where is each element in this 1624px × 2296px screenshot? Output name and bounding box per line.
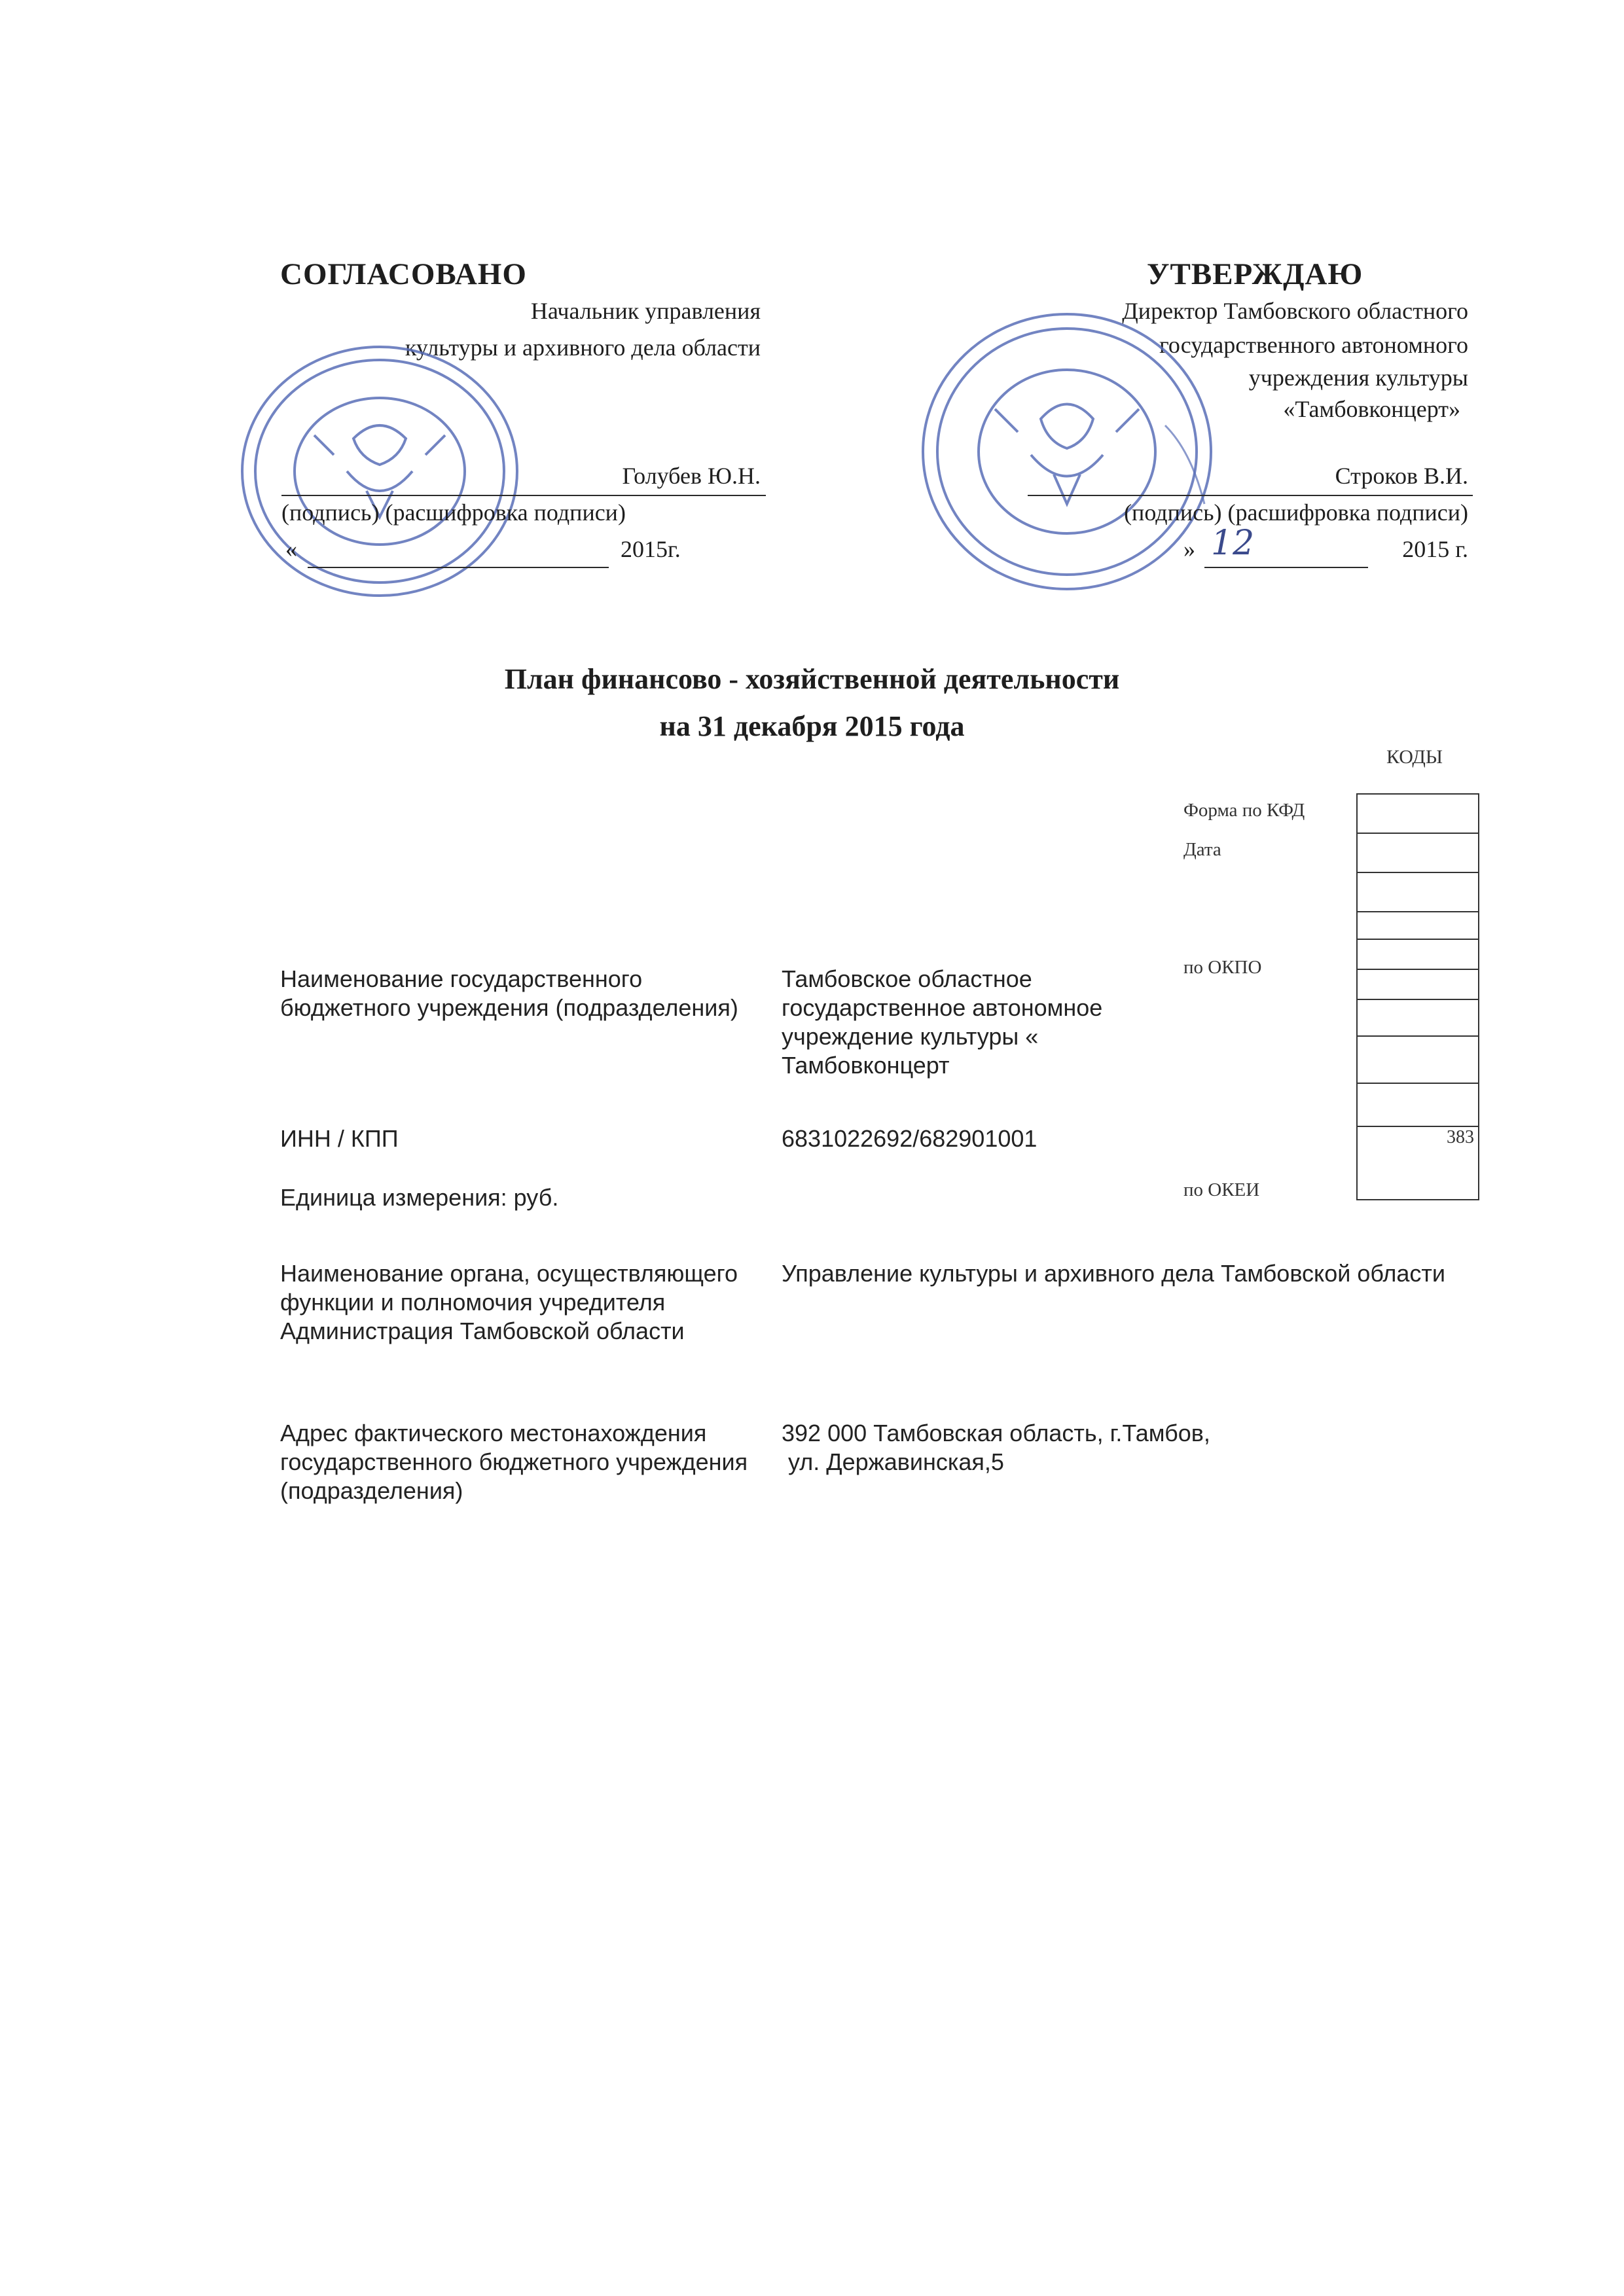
institution-value: Тамбовское областное государственное автономное учреждение культуры « Тамбовконцерт [782, 965, 1103, 1079]
codes-cell [1357, 833, 1479, 872]
agreed-position-line1: Начальник управления [530, 298, 761, 324]
approved-position-line3: учреждения культуры [1248, 365, 1468, 391]
agreed-position-line2: культуры и архивного дела области [405, 334, 761, 361]
seal-stamp-left [236, 340, 524, 602]
codes-row-date [1357, 833, 1479, 872]
agreed-date-rule [308, 567, 609, 568]
codes-header: КОДЫ [1386, 746, 1443, 768]
approved-heading: УТВЕРЖДАЮ [1147, 257, 1363, 291]
agreed-signature-caption: (подпись) (расшифровка подписи) [281, 499, 626, 526]
agreed-signature-rule [281, 495, 766, 496]
agreed-heading: СОГЛАСОВАНО [280, 257, 527, 291]
codes-cell [1357, 872, 1479, 912]
unit-label: Единица измерения: руб. [280, 1184, 559, 1211]
approved-position-line1: Директор Тамбовского областного [1122, 298, 1468, 324]
address-value-line2: ул. Державинская,5 [782, 1448, 1004, 1475]
approved-position-line4: «Тамбовконцерт» [1283, 396, 1460, 422]
approved-date-prefix: » [1183, 536, 1195, 562]
approved-year: 2015 г. [1402, 536, 1468, 562]
agreed-signer-name: Голубев Ю.Н. [622, 463, 761, 489]
approved-signer-name: Строков В.И. [1335, 463, 1468, 489]
codes-row-blank [1357, 999, 1479, 1036]
codes-cell [1357, 1036, 1479, 1083]
codes-row-blank [1357, 1036, 1479, 1083]
codes-cell [1357, 1083, 1479, 1126]
codes-cell [1357, 912, 1479, 939]
codes-date-label: Дата [1183, 839, 1221, 860]
address-value-line1: 392 000 Тамбовская область, г.Тамбов, [782, 1420, 1210, 1446]
founder-value: Управление культуры и архивного дела Тамбовской области [782, 1260, 1445, 1287]
inn-label: ИНН / КПП [280, 1125, 399, 1152]
codes-form-label: Форма по КФД [1183, 800, 1305, 821]
codes-row-form [1357, 794, 1479, 833]
founder-label: Наименование органа, осуществляющего функции и полномочия учредителя Администрация Тамбовской области [280, 1260, 738, 1344]
seal-stamp-right [916, 308, 1218, 596]
codes-cell [1357, 794, 1479, 833]
approved-signature-caption: (подпись) (расшифровка подписи) [1124, 499, 1468, 526]
codes-row-blank [1357, 1083, 1479, 1126]
codes-cell [1357, 939, 1479, 969]
inn-value: 6831022692/682901001 [782, 1125, 1038, 1152]
document-title-line1: План финансово - хозяйственной деятельности [504, 663, 1120, 695]
codes-okei-label: по ОКЕИ [1183, 1179, 1260, 1200]
codes-row-blank [1357, 872, 1479, 912]
address-label: Адрес фактического местонахождения государственного бюджетного учреждения (подразделения) [280, 1420, 748, 1504]
codes-okpo-label: по ОКПО [1183, 957, 1262, 978]
document-title-line2: на 31 декабря 2015 года [659, 710, 965, 742]
approved-date-rule [1204, 567, 1368, 568]
approved-position-line2: государственного автономного [1159, 332, 1468, 358]
codes-okei-value: 383 [1357, 1126, 1479, 1200]
approved-date-handwritten: 12 [1211, 524, 1255, 563]
codes-row-blank [1357, 912, 1479, 939]
codes-row-okpo [1357, 939, 1479, 969]
codes-row-blank [1357, 969, 1479, 999]
codes-cell [1357, 969, 1479, 999]
approved-signature-rule [1028, 495, 1473, 496]
agreed-year: 2015г. [621, 536, 681, 562]
agreed-date-prefix: « [285, 536, 297, 562]
codes-cell [1357, 999, 1479, 1036]
institution-label: Наименование государственного бюджетного учреждения (подразделения) [280, 965, 738, 1021]
